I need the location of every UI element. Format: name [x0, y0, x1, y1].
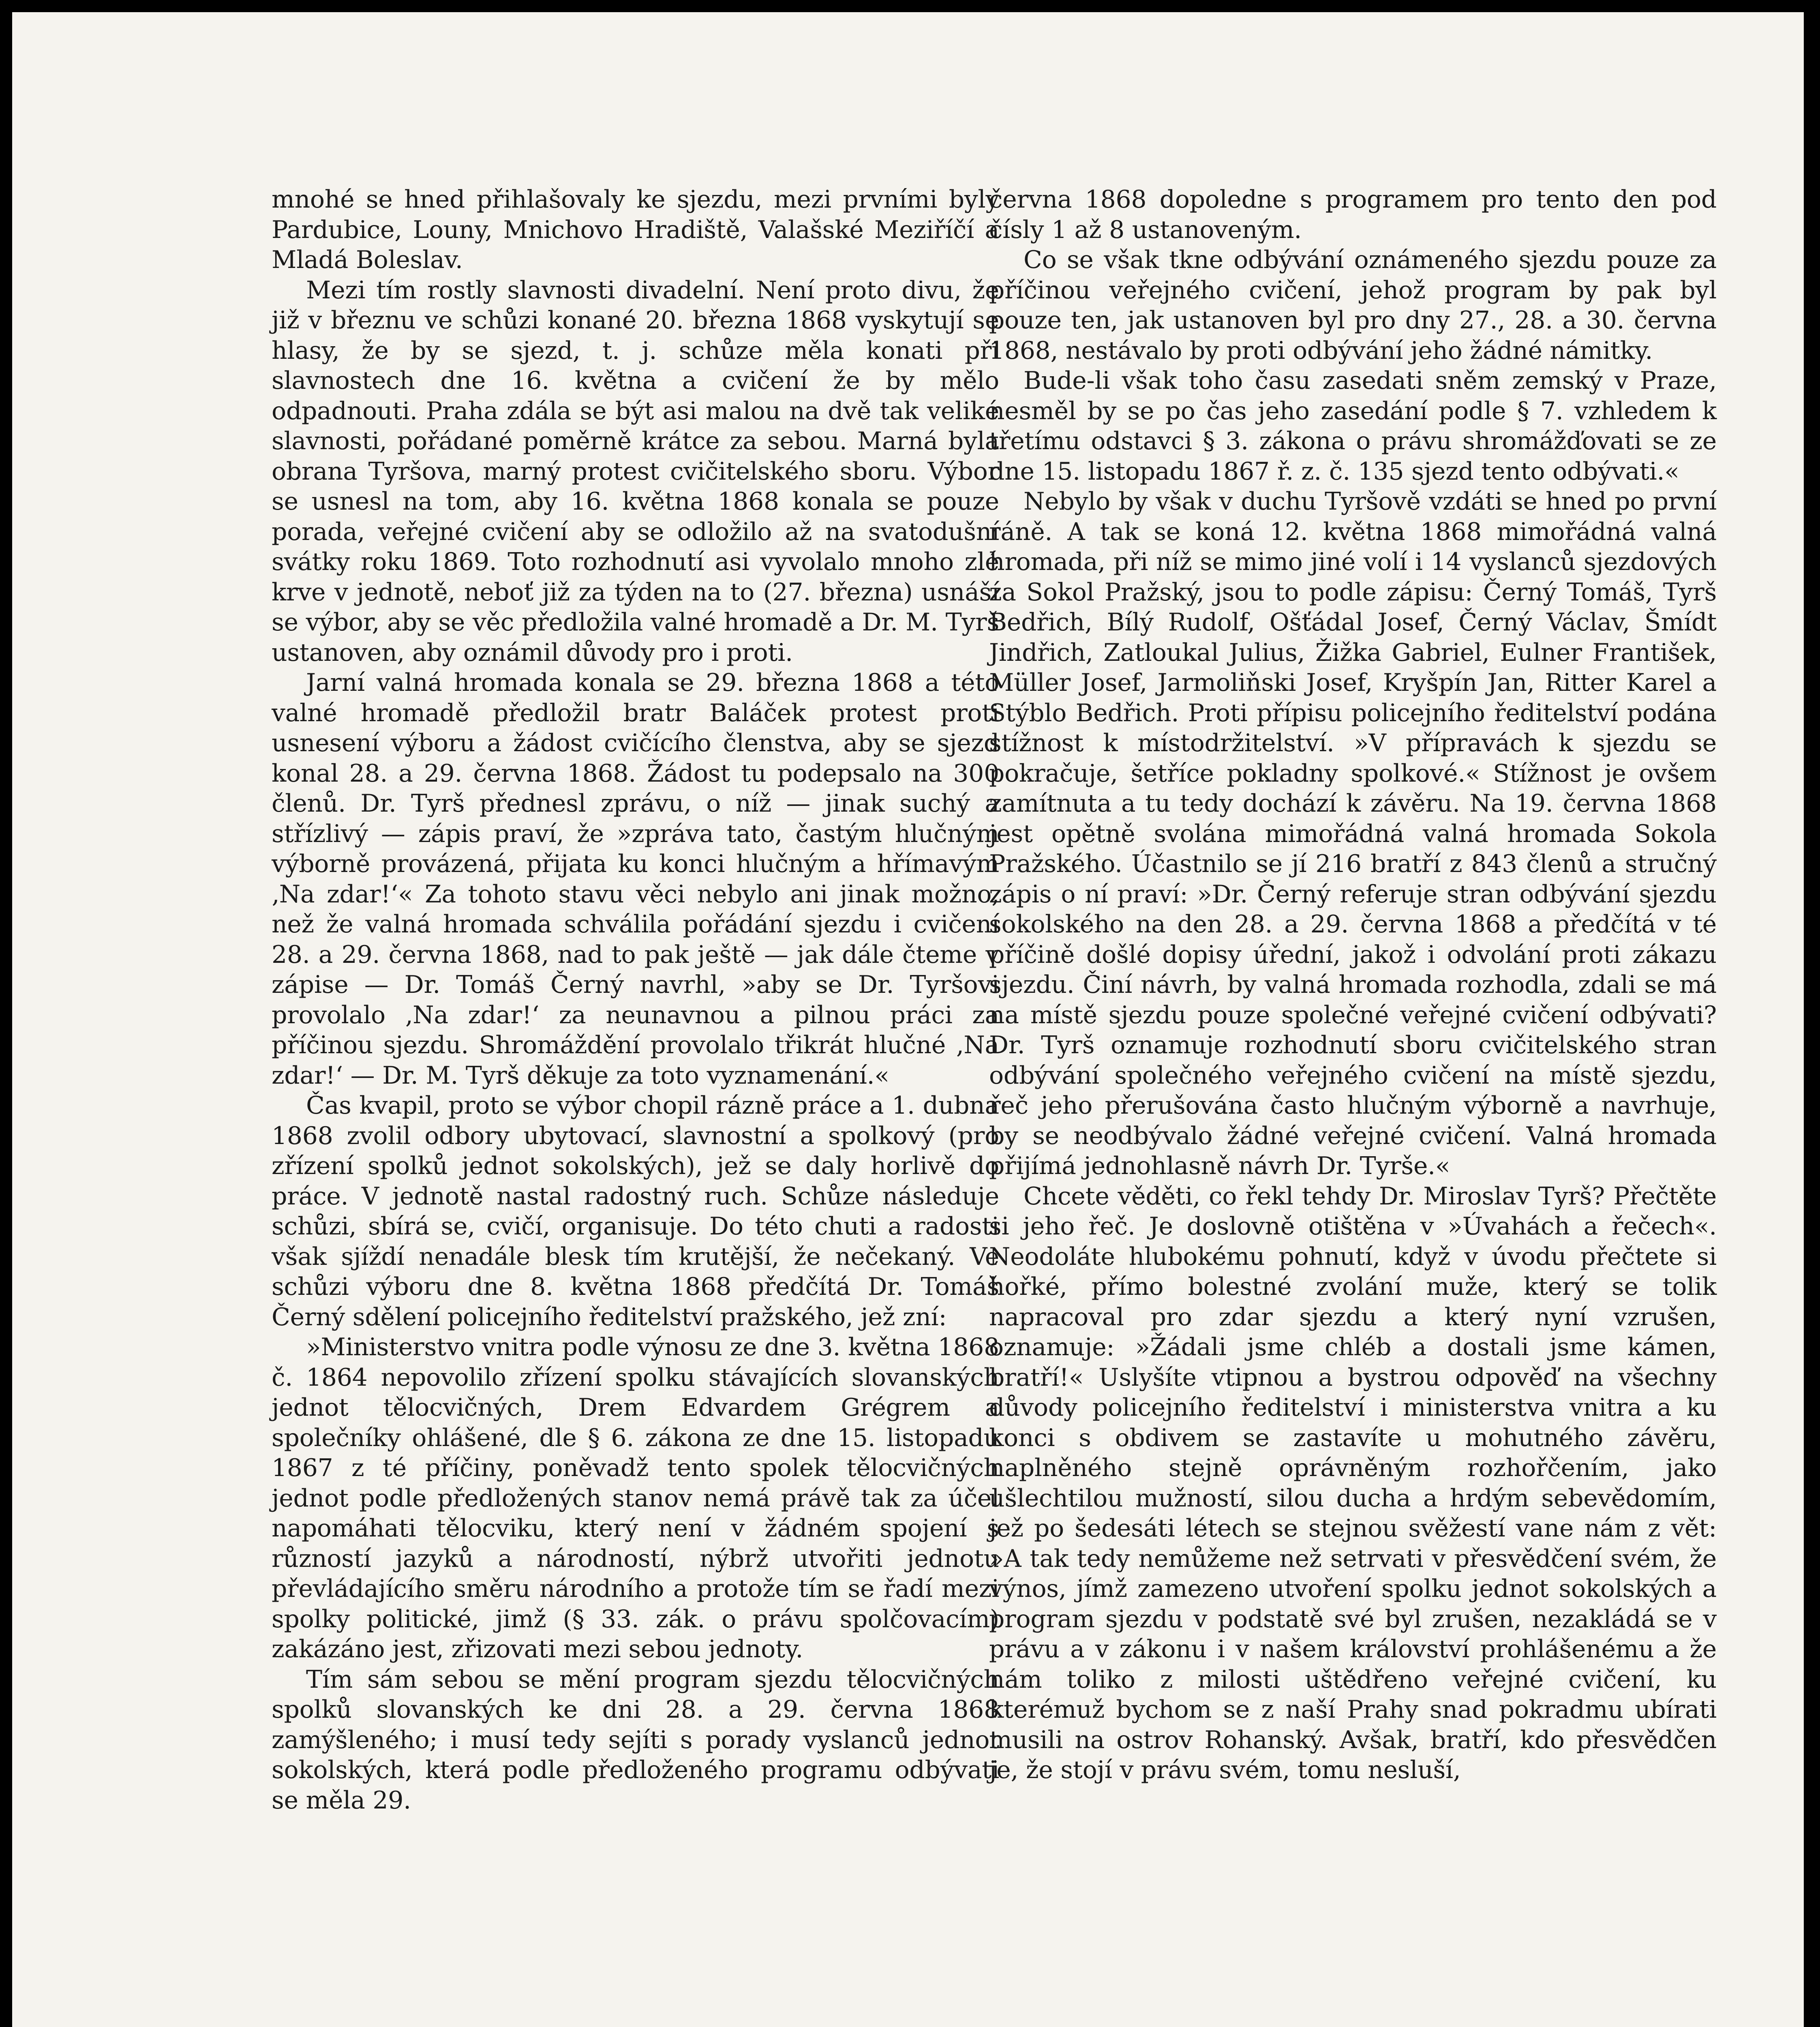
paragraph: Jarní valná hromada konala se 29. března 1868 a této valné hromadě předložil bratr Baláček protest proti usnesení výboru a žádost cvičícího členstva, aby se sjezd konal 28. a 29. června 1868. Žádost tu podepsalo na 300 členů. Dr. Tyrš přednesl zprávu, o níž — jinak suchý a střízlivý — zápis praví, že »zpráva tato, častým hlučným výborně provázená, přijata ku konci hlučným a hřímavým ‚Na zdar!‘« Za tohoto stavu věci nebylo ani jinak možno, než že valná hromada schválila pořádání sjezdu i cvičení 28. a 29. června 1868, nad to pak ještě — jak dále čteme v zápise — Dr. Tomáš Černý navrhl, »aby se Dr. Tyršovi provolalo ‚Na zdar!‘ za neunavnou a pilnou práci za příčinou sjezdu. Shromáždění provolalo třikrát hlučné ‚Na zdar!‘ — Dr. M. Tyrš děkuje za toto vyznamenání.«	[272, 669, 999, 1090]
paragraph: Tím sám sebou se mění program sjezdu tělocvičných spolků slovanských ke dni 28. a 29. června 1868 zamýšleného; i musí tedy sejíti s porady vyslanců jednot sokolských, která podle předloženého programu odbývati se měla 29.	[272, 1665, 999, 1815]
left-text-column	[272, 184, 999, 1815]
right-text-column	[989, 184, 1717, 1785]
paragraph: června 1868 dopoledne s programem pro tento den pod čísly 1 až 8 ustanoveným.	[989, 185, 1717, 244]
paragraph: Bude-li však toho času zasedati sněm zemský v Praze, nesměl by se po čas jeho zasedání podle § 7. vzhledem k třetímu odstavci § 3. zákona o právu shromážďovati se ze dne 15. listopadu 1867 ř. z. č. 135 sjezd tento odbývati.«	[989, 366, 1717, 486]
paragraph: Chcete věděti, co řekl tehdy Dr. Miroslav Tyrš? Přečtěte si jeho řeč. Je doslovně otištěna v »Úvahách a řečech«. Neodoláte hlubokému pohnutí, když v úvodu přečtete si hořké, přímo bolestné zvolání muže, který se tolik napracoval pro zdar sjezdu a který nyní vzrušen, oznamuje: »Žádali jsme chléb a dostali jsme kámen, bratří!« Uslyšíte vtipnou a bystrou odpověď na všechny důvody policejního ředitelství i ministerstva vnitra a ku konci s obdivem se zastavíte u mohutného závěru, naplněného stejně oprávněným rozhořčením, jako ušlechtilou mužností, silou ducha a hrdým sebevědomím, jež po šedesáti létech se stejnou svěžestí vane nám z vět: »A tak tedy nemůžeme než setrvati v přesvědčení svém, že výnos, jímž zamezeno utvoření spolku jednot sokolských a program sjezdu v podstatě své byl zrušen, nezakládá se v právu a v zákonu i v našem království prohlášenému a že nám toliko z milosti uštědřeno veřejné cvičení, ku kterémuž bychom se z naší Prahy snad pokradmu ubírati musili na ostrov Rohanský. Avšak, bratří, kdo přesvědčen je, že stojí v právu svém, tomu nesluší,	[989, 1182, 1717, 1784]
paragraph: Mezi tím rostly slavnosti divadelní. Není proto divu, že již v březnu ve schůzi konané 20. března 1868 vyskytují se hlasy, že by se sjezd, t. j. schůze měla konati při slavnostech dne 16. května a cvičení že by mělo odpadnouti. Praha zdála se být asi malou na dvě tak veliké slavnosti, pořádané poměrně krátce za sebou. Marná byla obrana Tyršova, marný protest cvičitelského sboru. Výbor se usnesl na tom, aby 16. května 1868 konala se pouze porada, veřejné cvičení aby se odložilo až na svatodušní svátky roku 1869. Toto rozhodnutí asi vyvolalo mnoho zlé krve v jednotě, neboť již za týden na to (27. března) usnáší se výbor, aby se věc předložila valné hromadě a Dr. M. Tyrš ustanoven, aby oznámil důvody pro i proti.	[272, 276, 999, 667]
paragraph: Nebylo by však v duchu Tyršově vzdáti se hned po první ráně. A tak se koná 12. května 1868 mimořádná valná hromada, při níž se mimo jiné volí i 14 vyslanců sjezdových za Sokol Pražský, jsou to podle zápisu: Černý Tomáš, Tyrš Bedřich, Bílý Rudolf, Ošťádal Josef, Černý Václav, Šmídt Jindřich, Zatloukal Julius, Žižka Gabriel, Eulner František, Müller Josef, Jarmoliňski Josef, Kryšpín Jan, Ritter Karel a Stýblo Bedřich. Proti přípisu policejního ředitelství podána stížnost k místodržitelství. »V přípravách k sjezdu se pokračuje, šetříce pokladny spolkové.« Stížnost je ovšem zamítnuta a tu tedy dochází k závěru. Na 19. června 1868 jest opětně svolána mimořádná valná hromada Sokola Pražského. Účastnilo se jí 216 bratří z 843 členů a stručný zápis o ní praví: »Dr. Černý referuje stran odbývání sjezdu sokolského na den 28. a 29. června 1868 a předčítá v té příčině došlé dopisy úřední, jakož i odvolání proti zákazu sjezdu. Činí návrh, by valná hromada rozhodla, zdali se má na místě sjezdu pouze společné veřejné cvičení odbývati? Dr. Tyrš oznamuje rozhodnutí sboru cvičitelského stran odbývání společného veřejného cvičení na místě sjezdu, řeč jeho přerušována často hlučným výborně a navrhuje, by se neodbývalo žádné veřejné cvičení. Valná hromada přijímá jednohlasně návrh Dr. Tyrše.«	[989, 487, 1717, 1180]
scanned-book-page	[12, 12, 1804, 2027]
paragraph: mnohé se hned přihlašovaly ke sjezdu, mezi prvními byly Pardubice, Louny, Mnichovo Hradiště, Valašské Meziříčí a Mladá Boleslav.	[272, 185, 999, 274]
paragraph: Čas kvapil, proto se výbor chopil rázně práce a 1. dubna 1868 zvolil odbory ubytovací, slavnostní a spolkový (pro zřízení spolků jednot sokolských), jež se daly horlivě do práce. V jednotě nastal radostný ruch. Schůze následuje schůzi, sbírá se, cvičí, organisuje. Do této chuti a radosti však sjíždí nenadále blesk tím krutější, že nečekaný. Ve schůzi výboru dne 8. května 1868 předčítá Dr. Tomáš Černý sdělení policejního ředitelství pražského, jež zní:	[272, 1091, 999, 1331]
paragraph: Co se však tkne odbývání oznámeného sjezdu pouze za příčinou veřejného cvičení, jehož program by pak byl pouze ten, jak ustanoven byl pro dny 27., 28. a 30. června 1868, nestávalo by proti odbývání jeho žádné námitky.	[989, 246, 1717, 365]
paragraph: »Ministerstvo vnitra podle výnosu ze dne 3. května 1868 č. 1864 nepovolilo zřízení spolku stávajících slovanských jednot tělocvičných, Drem Edvardem Grégrem a společníky ohlášené, dle § 6. zákona ze dne 15. listopadu 1867 z té příčiny, poněvadž tento spolek tělocvičných jednot podle předložených stanov nemá právě tak za účel napomáhati tělocviku, který není v žádném spojení s růzností jazyků a národností, nýbrž utvořiti jednotu převládajícího směru národního a protože tím se řadí mezi spolky politické, jimž (§ 33. zák. o právu spolčovacím) zakázáno jest, zřizovati mezi sebou jednoty.	[272, 1333, 999, 1663]
